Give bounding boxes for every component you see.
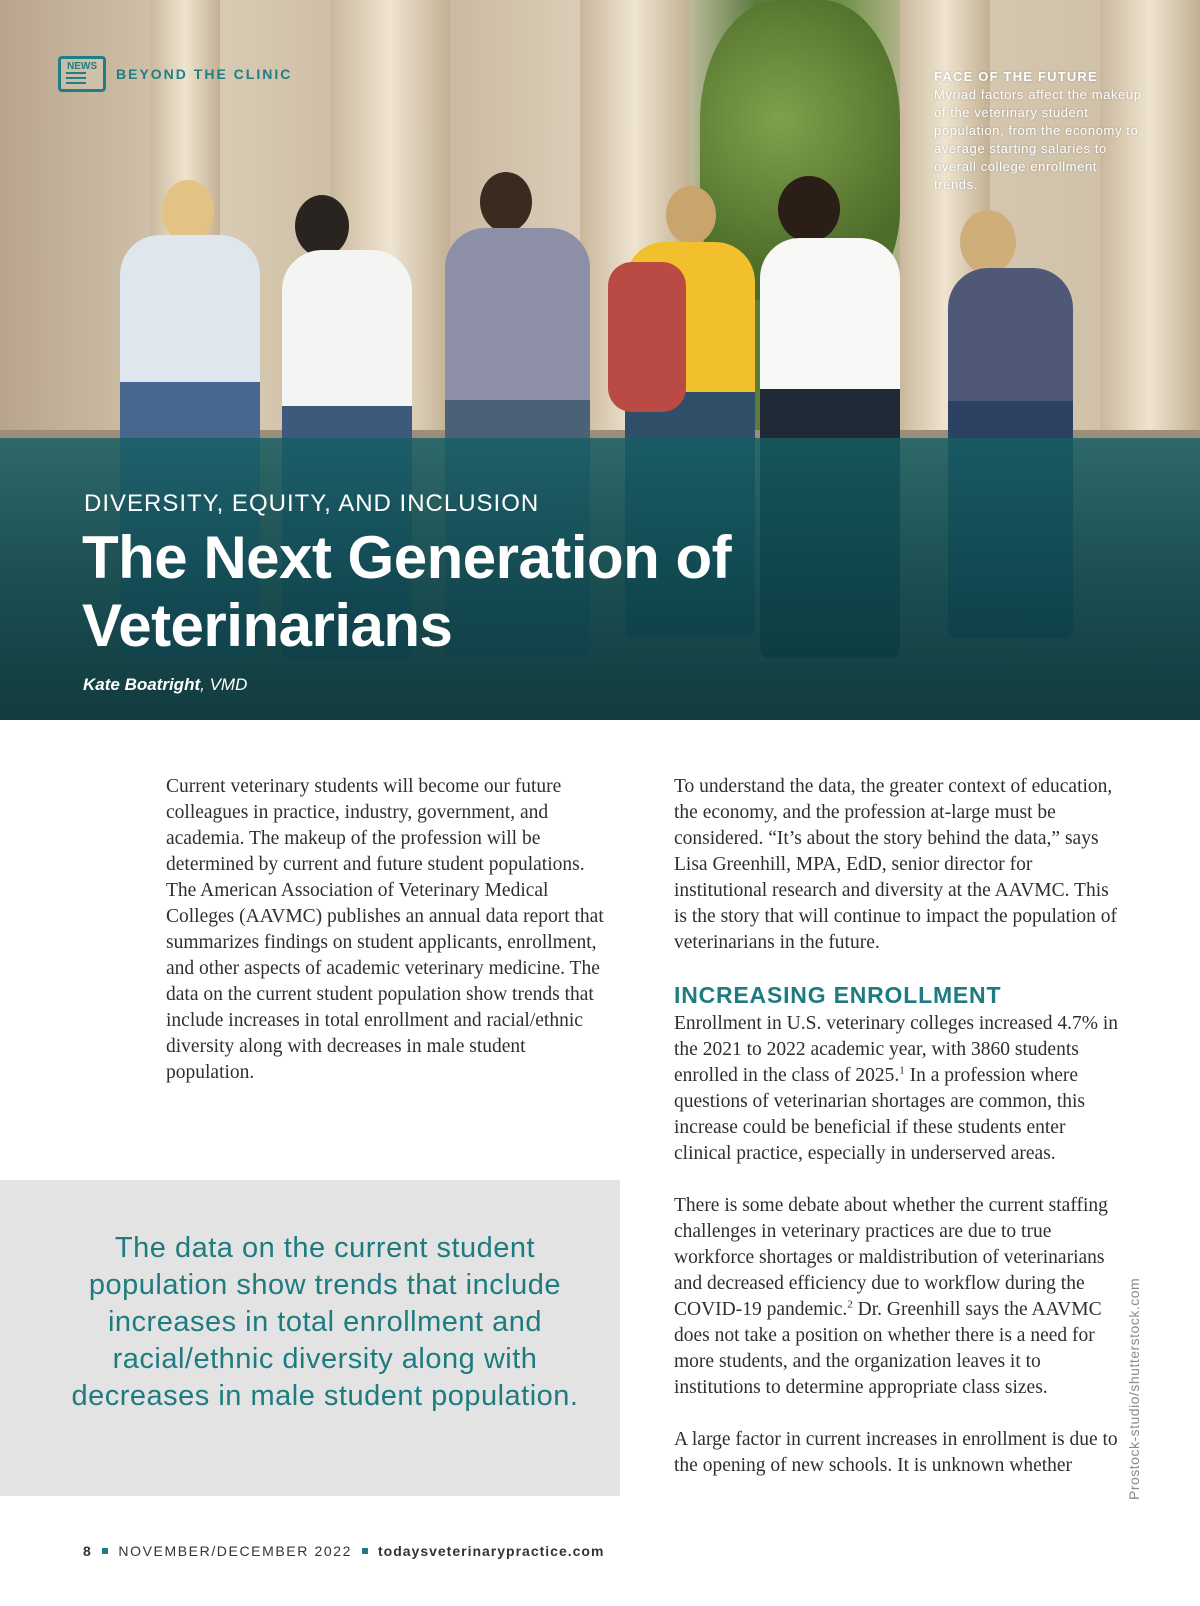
- staffing-text-cont: Dr. Greenhill says the AAVMC does not take a position on whether there is a need for more students, and the organization leaves it to institutions to determine appropriate class sizes.: [674, 1299, 1102, 1398]
- student-head: [960, 210, 1016, 274]
- intro-paragraph: Current veterinary students will become our future colleagues in practice, industry, government, and academia. The makeup of the profession will be determined by current and future student populations. The American Association of Veterinary Medical Colleges (AAVMC) publishes an annual data report that summarizes findings on student applicants, enrollment, and other aspects of academic veterinary medicine. The data on the current student population show trends that include increases in total enrollment and racial/ethnic diversity along with decreases in male student population.: [166, 776, 604, 1083]
- red-backpack: [608, 262, 686, 412]
- newspaper-icon: [58, 56, 106, 92]
- student-head: [666, 186, 716, 244]
- photo-caption: [934, 68, 1144, 194]
- right-column: [674, 774, 1124, 1505]
- article-title: The Next Generation of Veterinarians: [82, 524, 732, 659]
- photo-credit: Prostock-studio/shutterstock.com: [1126, 1277, 1142, 1500]
- schools-paragraph: A large factor in current increases in enrollment is due to the opening of new schools. It is unknown whether: [674, 1429, 1118, 1476]
- student-head: [162, 180, 214, 242]
- student-head: [778, 176, 840, 242]
- byline: [83, 675, 247, 695]
- page-footer: [83, 1543, 604, 1559]
- article-kicker: DIVERSITY, EQUITY, AND INCLUSION: [84, 490, 540, 517]
- pull-quote-box: [0, 1180, 620, 1496]
- website-link[interactable]: todaysveterinarypractice.com: [377, 1543, 605, 1559]
- student-head: [295, 195, 349, 257]
- section-logo: [58, 56, 292, 92]
- reference-1[interactable]: 1: [899, 1064, 905, 1077]
- enrollment-text: Enrollment in U.S. veterinary colleges increased 4.7% in the 2021 to 2022 academic year, with 3860 students enrolled in the class of 2025.: [674, 1013, 1119, 1086]
- caption-text: Myriad factors affect the makeup of the veterinary student population, from the economy to average starting salaries to overall college enrollment trends.: [934, 87, 1142, 192]
- left-column: [166, 774, 614, 1112]
- pillar: [1100, 0, 1200, 440]
- context-paragraph: To understand the data, the greater context of education, the economy, and the profession at-large must be considered. “It’s about the story behind the data,” says Lisa Greenhill, MPA, EdD, senior director for institutional research and diversity at the AAVMC. This is the story that will continue to impact the population of veterinarians in the future.: [674, 776, 1118, 953]
- issue-date: NOVEMBER/DECEMBER 2022: [118, 1543, 352, 1559]
- staffing-paragraph: [674, 1193, 1124, 1401]
- section-heading: INCREASING ENROLLMENT: [674, 982, 1002, 1008]
- enrollment-text-cont: In a profession where questions of veterinarian shortages are common, this increase could be beneficial if these students enter clinical practice, especially in underserved areas.: [674, 1065, 1086, 1164]
- separator-dot: [102, 1548, 108, 1554]
- section-label: BEYOND THE CLINIC: [116, 66, 293, 82]
- news-icon-label: NEWS: [67, 61, 97, 72]
- hero-photo: [0, 0, 1200, 720]
- reference-2[interactable]: 2: [847, 1298, 853, 1311]
- staffing-text: There is some debate about whether the current staffing challenges in veterinary practices are due to true workforce shortages or maldistribution of veterinarians and decreased efficiency due to workflow during the COVID-19 pandemic.: [674, 1195, 1108, 1320]
- student-head: [480, 172, 532, 232]
- page-number: 8: [83, 1543, 93, 1559]
- enrollment-paragraph: [674, 1011, 1124, 1167]
- pull-quote: The data on the current student population show trends that include increases in total enrollment and racial/ethnic diversity along with decreases in male student population.: [71, 1232, 579, 1412]
- author-credentials: , VMD: [200, 675, 248, 694]
- caption-title: FACE OF THE FUTURE: [934, 69, 1098, 84]
- separator-dot: [362, 1548, 368, 1554]
- author-name: Kate Boatright: [83, 675, 201, 694]
